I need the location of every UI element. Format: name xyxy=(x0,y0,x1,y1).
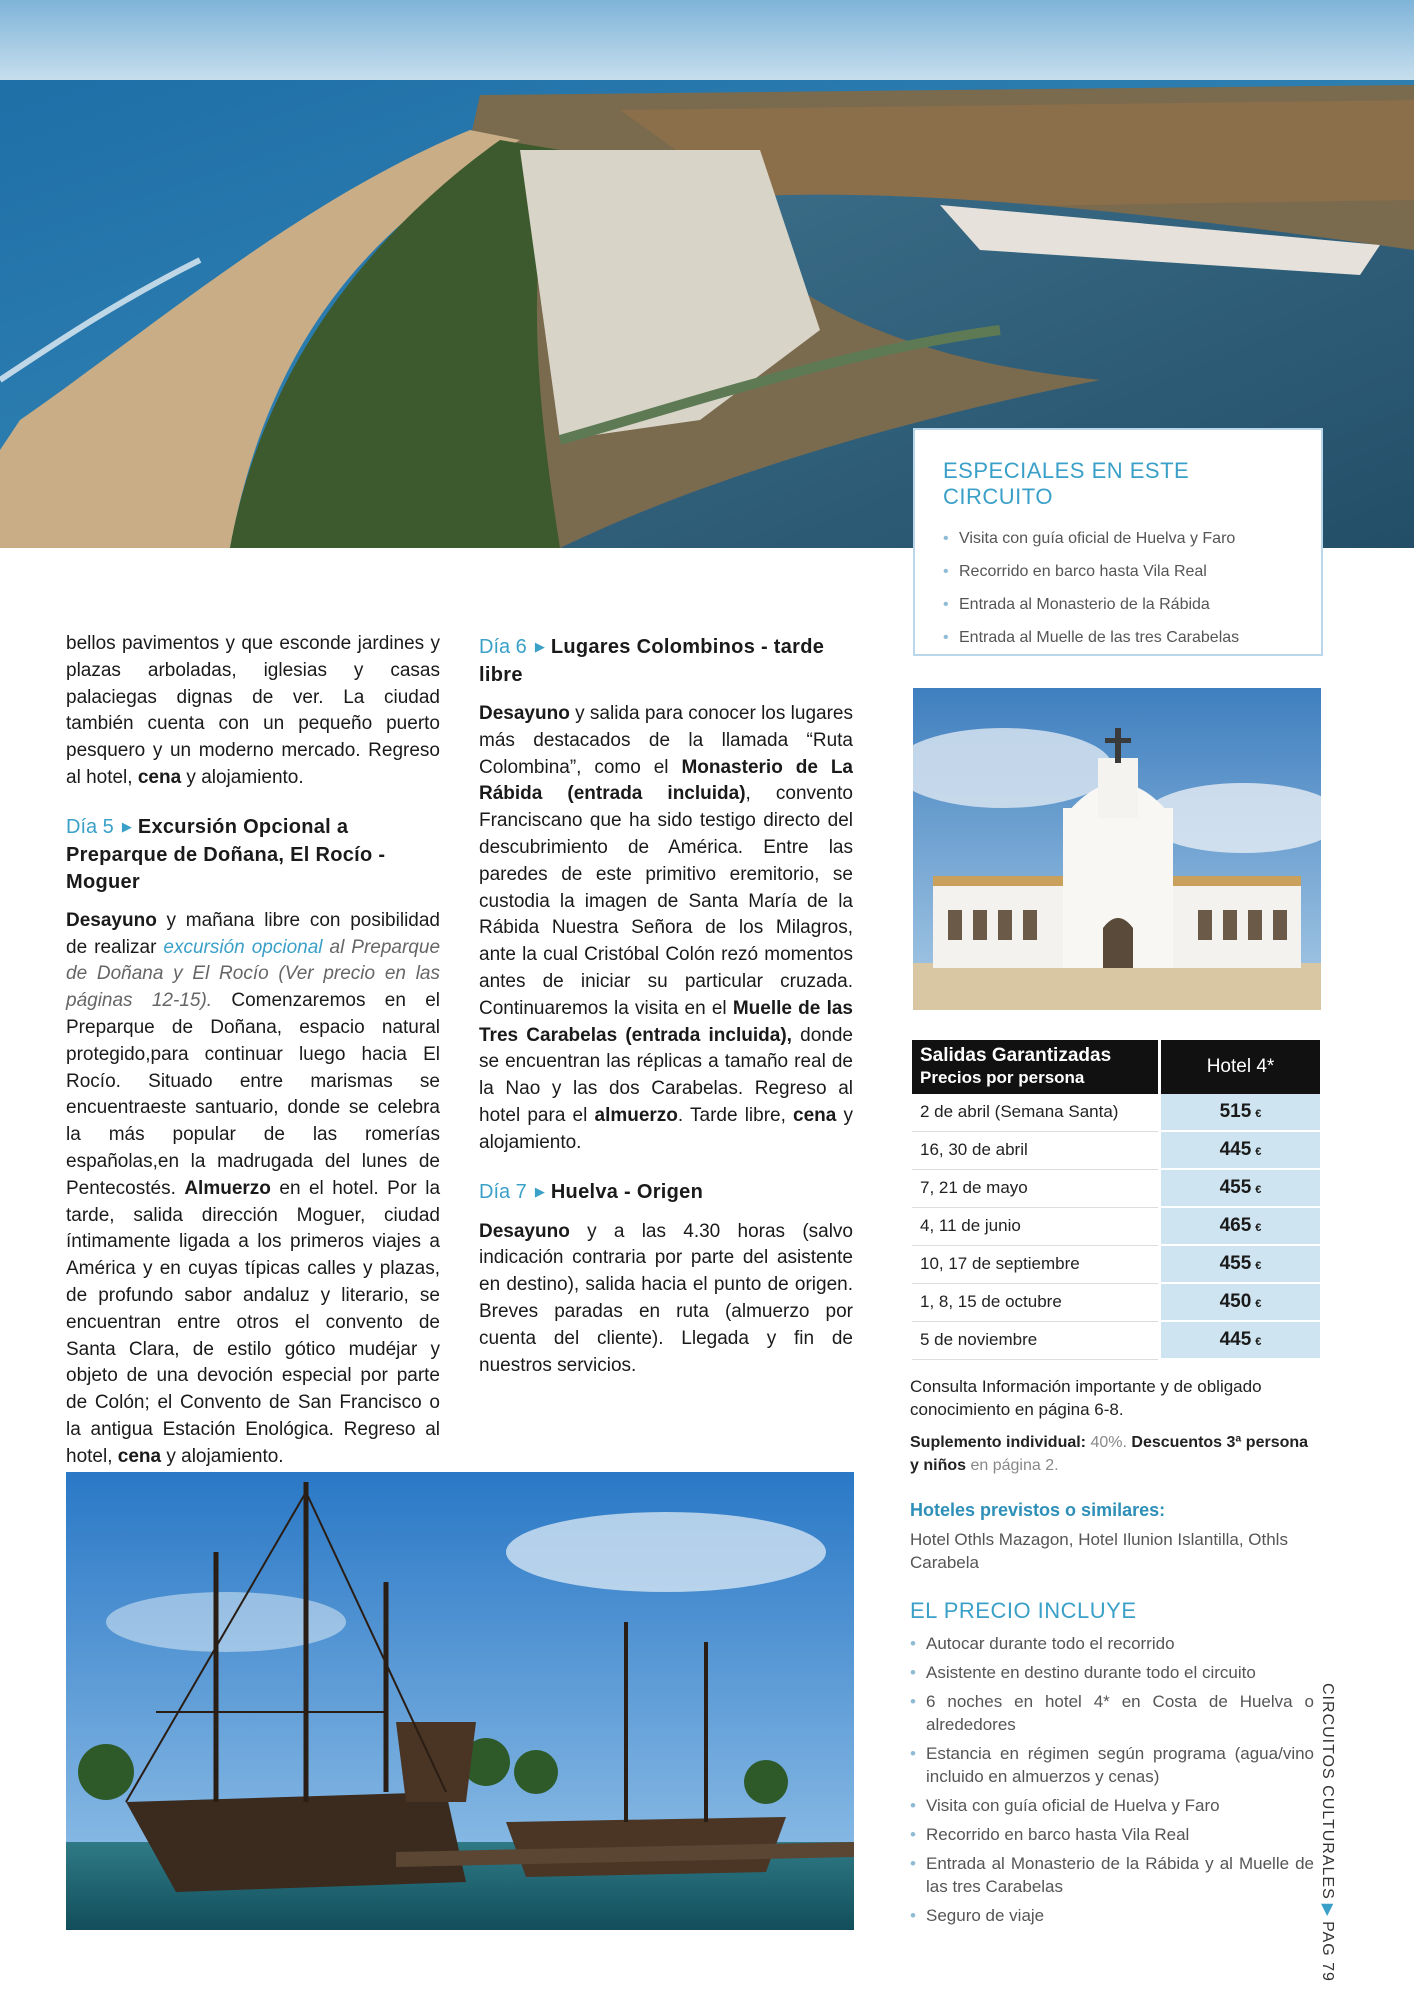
table-row: 1, 8, 15 de octubre 450 € xyxy=(912,1283,1320,1321)
table-row: 5 de noviembre 445 € xyxy=(912,1321,1320,1359)
includes-item: • Visita con guía oficial de Huelva y Faro xyxy=(910,1794,1314,1817)
includes-item: • 6 noches en hotel 4* en Costa de Huelva o alrededores xyxy=(910,1690,1314,1736)
includes-section xyxy=(910,1598,1314,1933)
day-5-title: Excursión Opcional a Preparque de Doñana, El Rocío - Moguer xyxy=(66,815,386,893)
day-6-title: Lugares Colombinos - tarde libre xyxy=(479,636,825,686)
includes-title: EL PRECIO INCLUYE xyxy=(910,1598,1137,1623)
includes-item: • Autocar durante todo el recorrido xyxy=(910,1632,1314,1655)
includes-item: • Entrada al Monasterio de la Rábida y al Muelle de las tres Carabelas xyxy=(910,1852,1314,1898)
info-notes xyxy=(910,1375,1316,1574)
triangle-right-icon: ▶ xyxy=(534,639,545,654)
table-row: 7, 21 de mayo 455 € xyxy=(912,1169,1320,1207)
includes-item: • Asistente en destino durante todo el circuito xyxy=(910,1661,1314,1684)
day-7-title: Huelva - Origen xyxy=(550,1180,704,1203)
column-2 xyxy=(479,634,853,1401)
specials-title: ESPECIALES EN ESTE CIRCUITO xyxy=(943,458,1190,509)
specials-item: • Recorrido en barco hasta Vila Real xyxy=(943,563,1293,581)
section-label: CIRCUITOS CULTURALES xyxy=(1319,1683,1336,1900)
includes-item: • Recorrido en barco hasta Vila Real xyxy=(910,1823,1314,1846)
price-table-header: Salidas Garantizadas Precios por persona xyxy=(912,1040,1160,1094)
day-6-text: Desayuno y salida para conocer los lugares más destacados de la llamada “Ruta Colombina”, como el Monasterio de La Rábida (entrada incluida), convento Franciscano que ha sido testigo directo del descubrimiento de América. Entre las paredes de este primitivo eremitorio, se custodia la imagen de Santa María de la Rábida Nuestra Señora de los Milagros, ante la cual Cristóbal Colón rezó momentos antes de iniciar su particular cruzada. Continuaremos la visita en el Muelle de las Tres Carabelas (entrada incluida), donde se encuentran las réplicas a tamaño real de la Nao y las dos Carabelas. Regreso al hotel para el almuerzo. Tarde libre, cena y alojamiento. xyxy=(479,703,854,1153)
includes-item: • Estancia en régimen según programa (agua/vino incluido en almuerzos y cenas) xyxy=(910,1742,1314,1788)
day-6-number: Día 6 xyxy=(479,636,527,658)
church-photo xyxy=(913,688,1321,1010)
consulta-note: Consulta Información importante y de obligado conocimiento en página 6-8. xyxy=(910,1377,1262,1419)
triangle-right-icon: ▶ xyxy=(121,818,132,834)
price-table xyxy=(912,1040,1320,1360)
supplement-note: Suplemento individual: 40%. Descuentos 3ª persona y niños en página 2. xyxy=(910,1434,1309,1474)
hotels-title: Hoteles previstos o similares: xyxy=(910,1500,1166,1520)
specials-item: • Entrada al Monasterio de la Rábida xyxy=(943,596,1293,614)
day-7-number: Día 7 xyxy=(479,1180,527,1203)
column-1 xyxy=(66,631,440,1493)
table-row: 16, 30 de abril 445 € xyxy=(912,1131,1320,1169)
hotels-list: Hotel Othls Mazagon, Hotel Ilunion Islantilla, Othls Carabela xyxy=(910,1530,1288,1572)
day-7-heading xyxy=(479,1179,853,1207)
caravels-photo xyxy=(66,1472,854,1930)
includes-list xyxy=(910,1632,1314,1927)
day-6-heading xyxy=(479,634,853,689)
hotel-column-header: Hotel 4* xyxy=(1160,1040,1321,1094)
table-row: 2 de abril (Semana Santa) 515 € xyxy=(912,1094,1320,1131)
triangle-right-icon: ▶ xyxy=(534,1183,545,1199)
specials-list xyxy=(943,530,1293,647)
intro-paragraph: bellos pavimentos y que esconde jardines y plazas arboladas, iglesias y casas palaciegas dignas de ver. La ciudad también cuenta con un pequeño puerto pesquero y un moderno mercado. Regreso al hotel, cena y alojamiento. xyxy=(66,633,440,788)
includes-item: • Seguro de viaje xyxy=(910,1904,1314,1927)
table-row: 4, 11 de junio 465 € xyxy=(912,1207,1320,1245)
specials-box xyxy=(913,428,1323,656)
specials-item: • Entrada al Muelle de las tres Carabelas xyxy=(943,629,1293,647)
specials-item: • Visita con guía oficial de Huelva y Faro xyxy=(943,530,1293,548)
page-number: PAG 79 xyxy=(1319,1921,1336,1982)
day-5-number: Día 5 xyxy=(66,815,114,838)
table-row: 10, 17 de septiembre 455 € xyxy=(912,1245,1320,1283)
triangle-right-icon: ▶ xyxy=(1319,1903,1336,1918)
day-7-text: Desayuno y a las 4.30 horas (salvo indicación contraria por parte del asistente en destino), salida hacia el punto de origen. Breves paradas en ruta (almuerzo por cuenta del cliente). Llegada y fin de nuestros servicios. xyxy=(479,1220,853,1376)
day-5-text: Desayuno y mañana libre con posibilidad de realizar excursión opcional al Preparque de Doñana y El Rocío (Ver precio en las páginas 12-15). Comenzaremos en el Preparque de Doñana, espacio natural protegido,para continuar luego hacia El Rocío. Situado entre marismas se encuentraeste santuario, donde se celebra la más popular de las romerías españolas,en la madrugada del lunes de Pentecostés. Almuerzo en el hotel. Por la tarde, salida dirección Moguer, ciudad íntimamente ligada a los primeros viajes a América y en cuyas típicas calles y plazas, de profundo sabor andaluz y literario, se encuentran entre otros el convento de Santa Clara, de estilo gótico mudéjar y objeto de una devoción especial por parte de Colón; el Convento de San Francisco o la antigua Estación Enológica. Regreso al hotel, cena y alojamiento. xyxy=(66,909,441,1467)
page-footer xyxy=(1318,1683,1338,1982)
day-5-heading xyxy=(66,814,440,896)
